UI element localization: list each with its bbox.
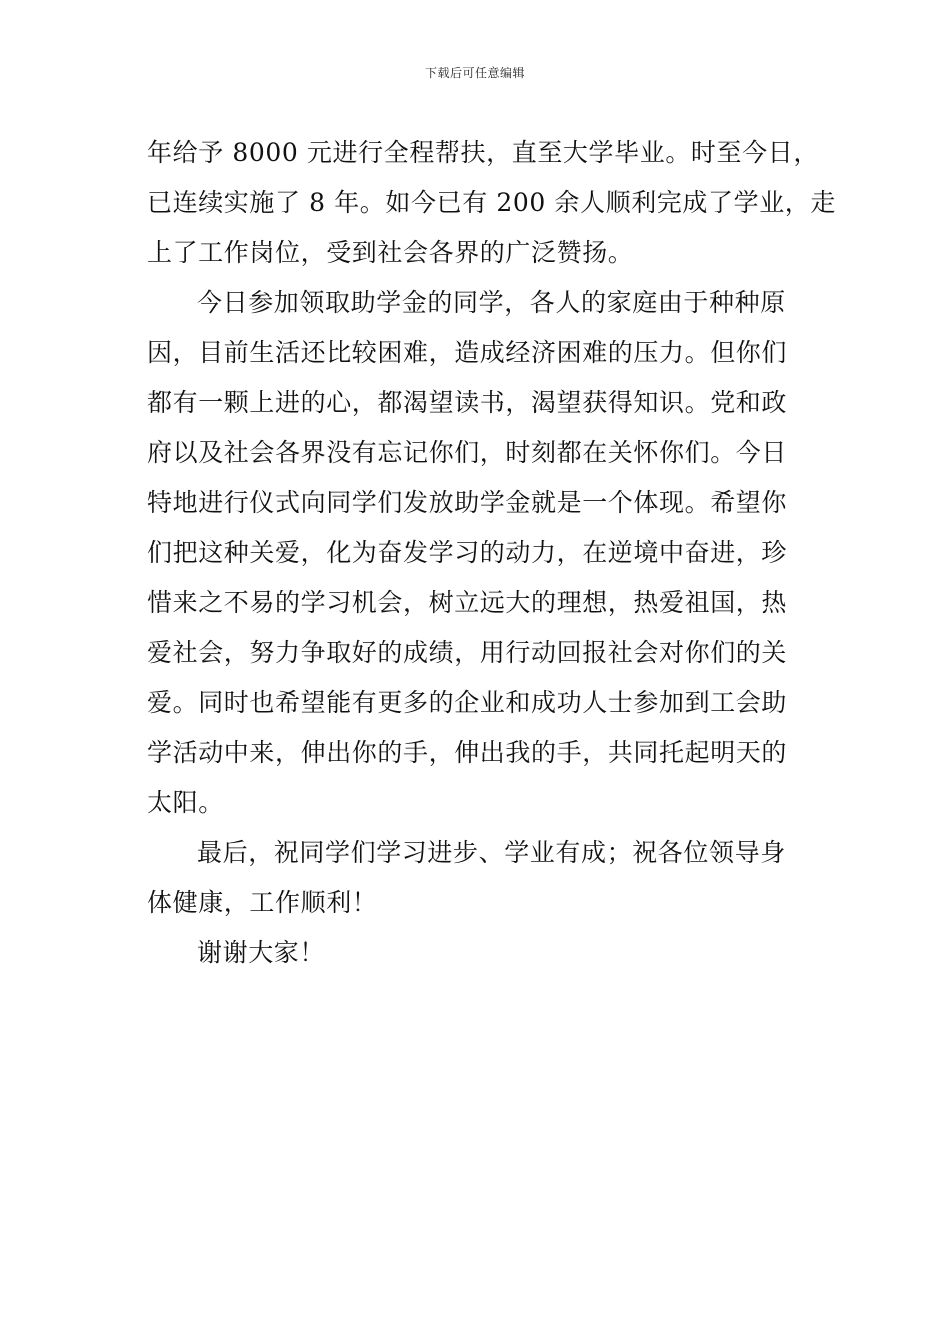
text-line: 太阳。 [147,788,224,817]
text-line: 已连续实施了 8 年。如今已有 200 余人顺利完成了学业，走 [147,188,837,217]
paragraph-first-line: 最后，祝同学们学习进步、学业有成；祝各位领导身 [197,838,786,867]
text-line: 因，目前生活还比较困难，造成经济困难的压力。但你们 [147,338,788,367]
text-line: 特地进行仪式向同学们发放助学金就是一个体现。希望你 [147,488,788,517]
text-line: 爱。同时也希望能有更多的企业和成功人士参加到工会助 [147,688,788,717]
text-line: 都有一颗上进的心，都渴望读书，渴望获得知识。党和政 [147,388,788,417]
text-line: 学活动中来，伸出你的手，伸出我的手，共同托起明天的 [147,738,788,767]
text-line: 们把这种关爱，化为奋发学习的动力，在逆境中奋进，珍 [147,538,788,567]
text-line: 年给予 8000 元进行全程帮扶，直至大学毕业。时至今日， [147,138,819,167]
document-body [147,128,837,978]
closing-line: 谢谢大家！ [197,938,326,967]
page-header: 下载后可任意编辑 [424,66,525,80]
text-line: 体健康，工作顺利！ [147,888,378,917]
paragraph-first-line: 今日参加领取助学金的同学，各人的家庭由于种种原 [197,288,786,317]
text-line: 上了工作岗位，受到社会各界的广泛赞扬。 [147,238,634,267]
text-line: 爱社会，努力争取好的成绩，用行动回报社会对你们的关 [147,638,788,667]
text-line: 惜来之不易的学习机会，树立远大的理想，热爱祖国，热 [147,588,788,617]
text-line: 府以及社会各界没有忘记你们，时刻都在关怀你们。今日 [147,438,788,467]
